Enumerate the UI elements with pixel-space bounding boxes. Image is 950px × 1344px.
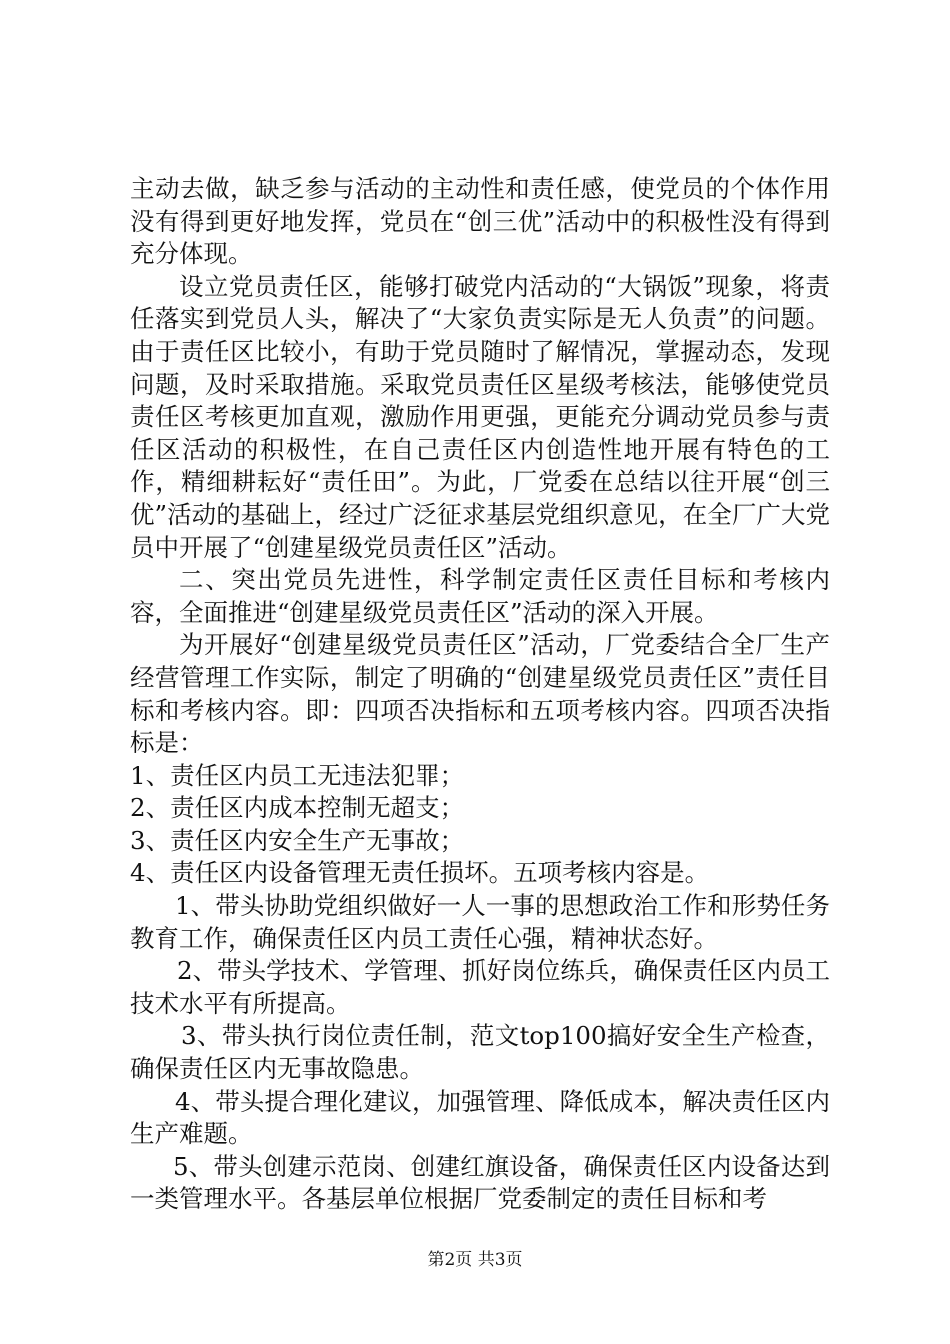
list-item: 1、带头协助党组织做好一人一事的思想政治工作和形势任务教育工作，确保责任区内员工责任心强，精神状态好。 — [130, 891, 830, 953]
paragraph: 主动去做，缺乏参与活动的主动性和责任感，使党员的个体作用没有得到更好地发挥，党员在“创三优”活动中的积极性没有得到充分体现。 — [130, 174, 830, 269]
paragraph: 为开展好“创建星级党员责任区”活动，厂党委结合全厂生产经营管理工作实际，制定了明确的“创建星级党员责任区”责任目标和考核内容。即：四项否决指标和五项考核内容。四项否决指标是： — [130, 630, 830, 758]
list-item: 3、带头执行岗位责任制，范文top100搞好安全生产检查，确保责任区内无事故隐患。 — [130, 1021, 830, 1084]
list-item: 4、责任区内设备管理无责任损坏。五项考核内容是。 — [130, 858, 710, 888]
list-item: 1、责任区内员工无违法犯罪； — [130, 760, 465, 790]
list-item: 3、责任区内安全生产无事故； — [130, 825, 465, 855]
paragraph: 设立党员责任区，能够打破党内活动的“大锅饭”现象，将责任落实到党员人头，解决了“大家负责实际是无人负责”的问题。由于责任区比较小，有助于党员随时了解情况，掌握动态，发现问题，及时采取措施。采取党员责任区星级考核法，能够使党员责任区考核更加直观，激励作用更强，更能充分调动党员参与责任区活动的积极性，在自己责任区内创造性地开展有特色的工作，精细耕耘好“责任田”。为此，厂党委在总结以往开展“创三优”活动的基础上，经过广泛征求基层党组织意见，在全厂广大党员中开展了“创建星级党员责任区”活动。 — [130, 271, 830, 562]
page-number-footer: 第2页 共3页 — [427, 1250, 523, 1270]
section-heading: 二、突出党员先进性，科学制定责任区责任目标和考核内容，全面推进“创建星级党员责任区”活动的深入开展。 — [130, 565, 830, 627]
list-item: 5、带头创建示范岗、创建红旗设备，确保责任区内设备达到一类管理水平。各基层单位根据厂党委制定的责任目标和考 — [130, 1151, 830, 1214]
list-item: 2、责任区内成本控制无超支； — [130, 793, 465, 823]
list-item: 4、带头提合理化建议，加强管理、降低成本，解决责任区内生产难题。 — [130, 1086, 830, 1149]
document-body — [130, 173, 830, 1216]
list-item: 2、带头学技术、学管理、抓好岗位练兵，确保责任区内员工技术水平有所提高。 — [130, 956, 830, 1018]
